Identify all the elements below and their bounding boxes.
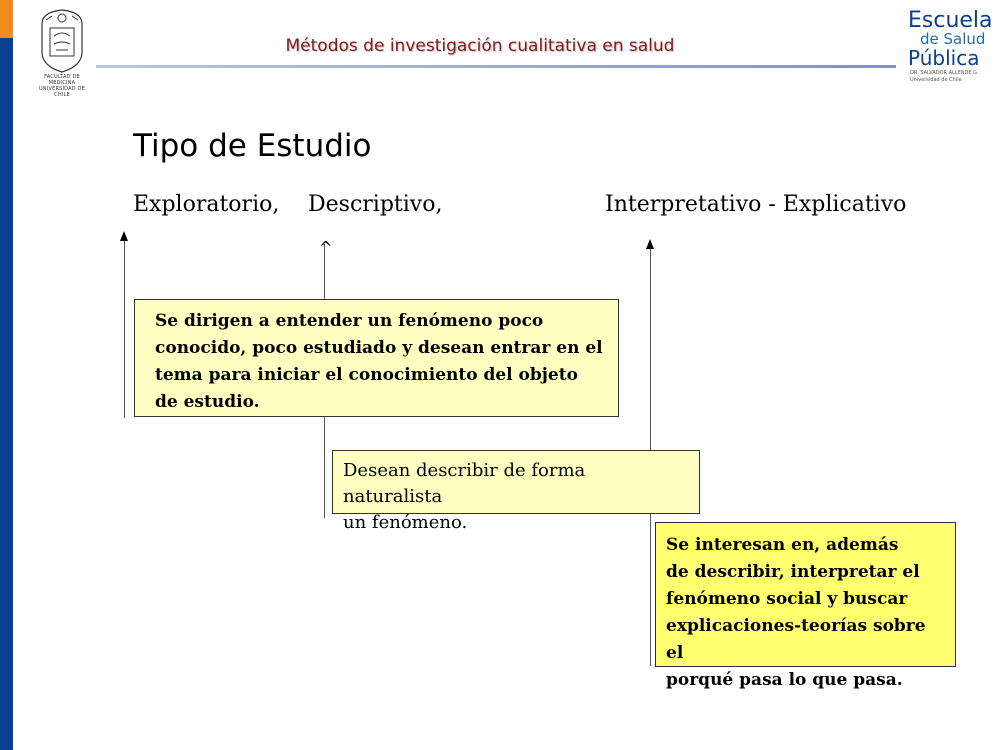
arrow-up-icon — [646, 239, 654, 249]
faculty-logo — [36, 6, 88, 98]
header-divider — [96, 65, 896, 68]
logo-caption-university: Universidad de Chile — [910, 77, 962, 83]
faculty-logo-caption: FACULTAD DE MEDICINA — [44, 74, 80, 86]
type-interpretativo: Interpretativo - Explicativo — [605, 192, 907, 217]
descriptive-description-box — [332, 450, 700, 533]
logo-caption: DR. SALVADOR ALLENDE G. — [910, 70, 979, 76]
type-descriptivo: Descriptivo, — [308, 192, 443, 217]
faculty-crest-icon — [36, 6, 88, 74]
left-sidebar-bar — [0, 0, 13, 750]
type-exploratorio: Exploratorio, — [133, 192, 280, 217]
interpretive-description-box — [655, 522, 956, 690]
chevron-up-icon: ^ — [319, 238, 333, 257]
logo-line-escuela: Escuela — [908, 8, 993, 33]
descriptive-description-text: Desean describir de forma naturalista un fenómeno. — [343, 460, 586, 533]
header-title: Métodos de investigación cualitativa en salud — [285, 36, 675, 56]
logo-line-publica: Pública — [908, 46, 980, 70]
exploratory-description-box — [134, 299, 619, 417]
arrow-up-icon — [120, 231, 128, 241]
exploratory-description-text: Se dirigen a entender un fenómeno poco conocido, poco estudiado y desean entrar en el tema para iniciar el conocimiento del objeto de estudio. — [155, 311, 603, 412]
logo-line-de-salud: de Salud — [920, 30, 986, 48]
interpretive-description-text: Se interesan en, además de describir, interpretar el fenómeno social y buscar explicaciones-teorías sobre el porqué pasa lo que pasa. — [666, 535, 926, 690]
school-public-health-logo — [906, 8, 993, 88]
left-accent-block — [0, 0, 13, 38]
slide-title: Tipo de Estudio — [133, 128, 372, 164]
exploratory-timeline-line — [124, 238, 125, 418]
faculty-logo-caption-university: UNIVERSIDAD DE CHILE — [38, 86, 85, 98]
